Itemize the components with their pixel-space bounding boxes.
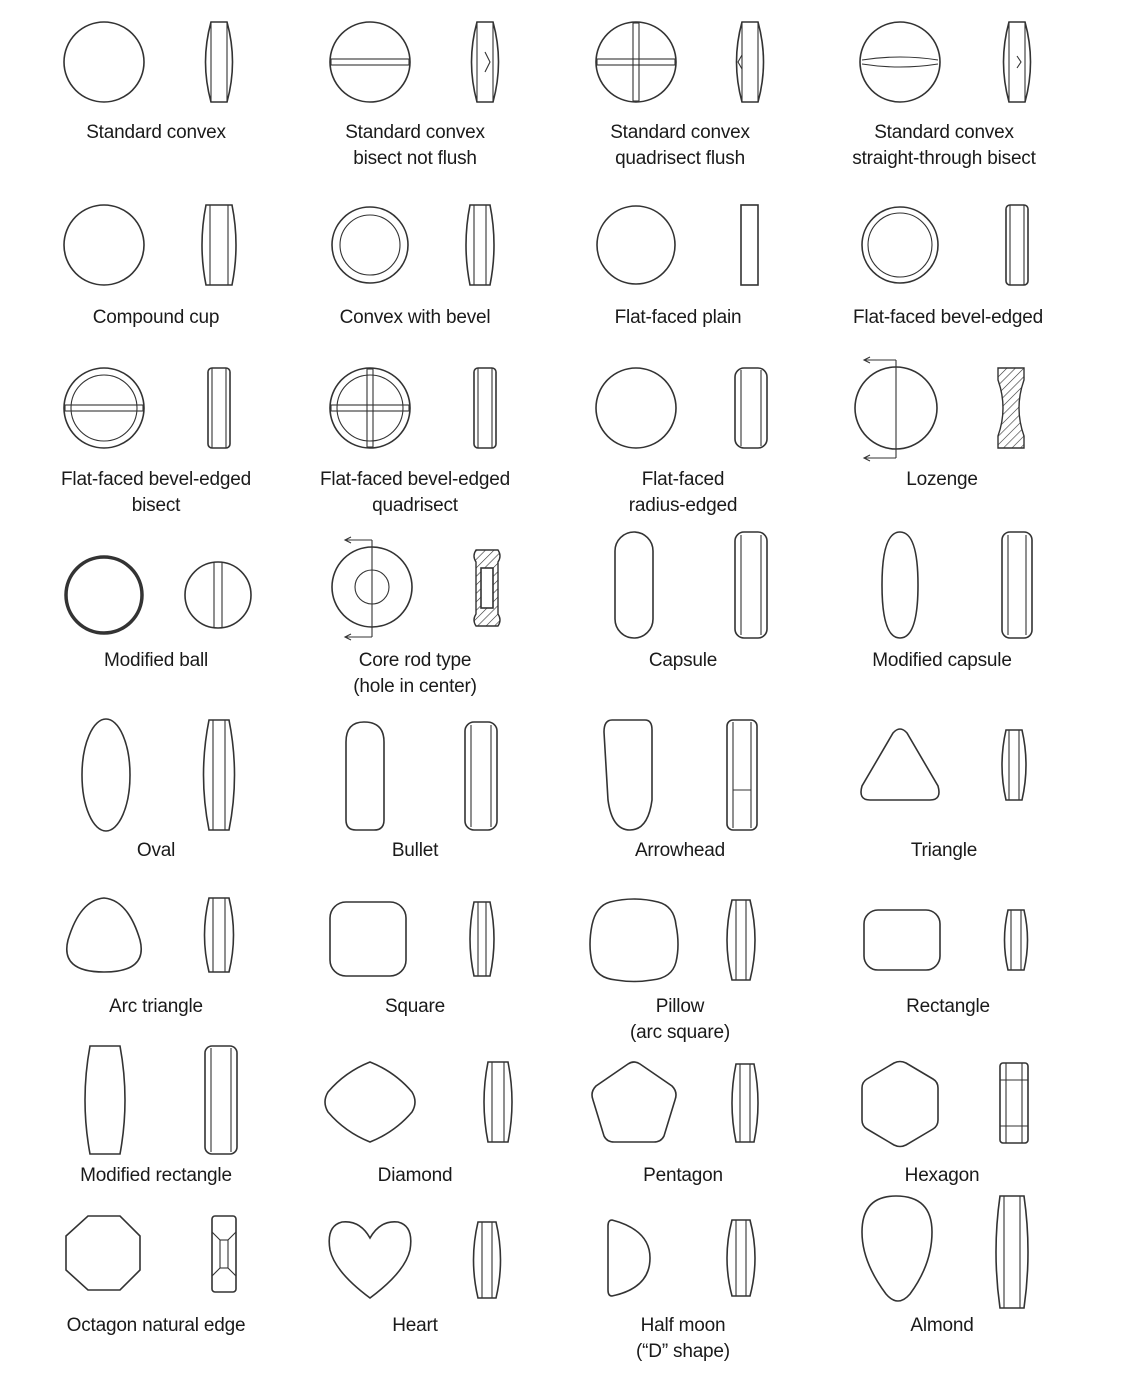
capsule-drawing	[615, 532, 767, 638]
label-convex-with-bevel: Convex with bevel	[339, 307, 491, 328]
bullet-drawing	[346, 722, 497, 830]
modified-rectangle-drawing	[85, 1046, 237, 1154]
almond-drawing	[862, 1196, 1028, 1308]
hexagon-drawing	[862, 1062, 1028, 1147]
arc-triangle-drawing	[67, 898, 234, 972]
standard-convex-straight-through-bisect-drawing	[860, 22, 1031, 102]
label-arc-triangle: Arc triangle	[109, 996, 203, 1017]
flat-faced-bevel-edged-quadrisect-drawing	[330, 368, 496, 448]
label-hexagon: Hexagon	[904, 1165, 980, 1186]
heart-drawing	[329, 1222, 500, 1298]
flat-faced-bevel-edged-drawing	[862, 205, 1028, 285]
label-capsule: Capsule	[648, 650, 718, 671]
label-modified-rectangle: Modified rectangle	[80, 1165, 232, 1186]
flat-faced-radius-edged-drawing	[596, 368, 767, 448]
compound-cup-drawing	[64, 205, 236, 285]
arrowhead-drawing	[604, 720, 757, 830]
label-bullet: Bullet	[391, 840, 439, 861]
octagon-natural-edge-drawing	[66, 1216, 236, 1292]
label-oval: Oval	[136, 840, 176, 861]
label-compound-cup: Compound cup	[92, 307, 220, 328]
diamond-drawing	[325, 1062, 512, 1142]
standard-convex-drawing	[64, 22, 233, 102]
flat-faced-plain-drawing	[597, 205, 758, 285]
label-half-moon: Half moon (“D” shape)	[636, 1315, 730, 1362]
label-standard-convex-quadrisect-flush: Standard convex quadrisect flush	[610, 122, 750, 169]
lozenge-drawing	[855, 357, 1024, 461]
label-flat-faced-bevel-edged-quadrisect: Flat-faced bevel-edged quadrisect	[320, 469, 510, 516]
modified-capsule-drawing	[882, 532, 1032, 638]
standard-convex-quadrisect-flush-drawing	[596, 22, 764, 102]
label-diamond: Diamond	[377, 1165, 453, 1186]
label-rectangle: Rectangle	[906, 996, 990, 1017]
triangle-drawing	[861, 729, 1026, 800]
core-rod-type-drawing	[332, 537, 500, 640]
label-flat-faced-plain: Flat-faced plain	[614, 307, 742, 328]
label-lozenge: Lozenge	[906, 469, 978, 490]
label-modified-ball: Modified ball	[103, 650, 209, 671]
label-flat-faced-bevel-edged: Flat-faced bevel-edged	[853, 307, 1043, 328]
label-octagon-natural-edge: Octagon natural edge	[66, 1315, 246, 1336]
label-arrowhead: Arrowhead	[634, 840, 726, 861]
rectangle-drawing	[864, 910, 1028, 970]
pillow-drawing	[590, 899, 755, 982]
label-standard-convex-bisect-not-flush: Standard convex bisect not flush	[345, 122, 485, 169]
label-triangle: Triangle	[910, 840, 978, 861]
label-flat-faced-radius-edged: Flat-faced radius-edged	[628, 469, 738, 516]
standard-convex-bisect-not-flush-drawing	[330, 22, 499, 102]
convex-with-bevel-drawing	[332, 205, 494, 285]
label-standard-convex-straight-through-bisect: Standard convex straight-through bisect	[852, 122, 1036, 169]
square-drawing	[330, 902, 494, 976]
label-pentagon: Pentagon	[643, 1165, 723, 1186]
label-core-rod-type: Core rod type (hole in center)	[353, 650, 477, 697]
pentagon-drawing	[592, 1062, 758, 1142]
label-standard-convex: Standard convex	[86, 122, 226, 143]
label-almond: Almond	[910, 1315, 974, 1336]
half-moon-drawing	[608, 1220, 755, 1296]
modified-ball-drawing	[66, 557, 251, 633]
label-square: Square	[384, 996, 446, 1017]
label-pillow: Pillow (arc square)	[629, 996, 731, 1043]
label-modified-capsule: Modified capsule	[872, 650, 1012, 671]
label-flat-faced-bevel-edged-bisect: Flat-faced bevel-edged bisect	[61, 469, 251, 516]
oval-drawing	[82, 719, 235, 831]
flat-faced-bevel-edged-bisect-drawing	[64, 368, 230, 448]
label-heart: Heart	[392, 1315, 438, 1336]
